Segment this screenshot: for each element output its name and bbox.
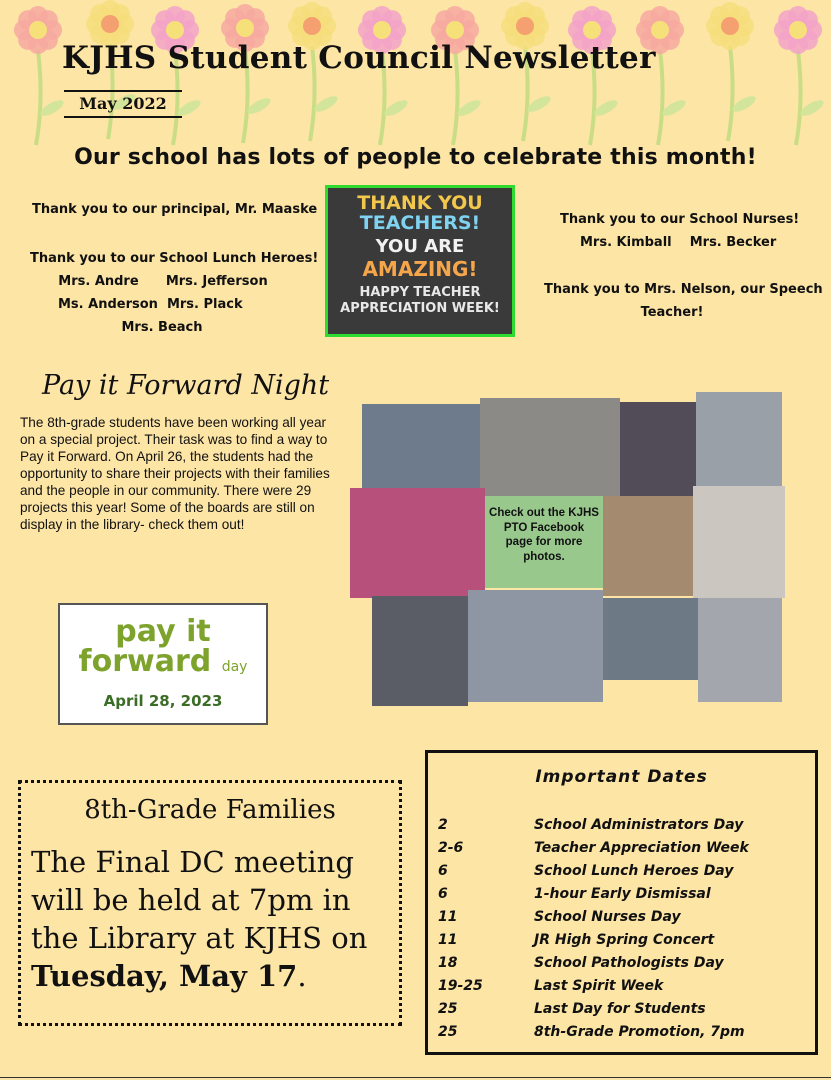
collage-photo	[468, 590, 603, 702]
date-day: 2-6	[438, 840, 464, 856]
families-notice	[18, 780, 402, 1026]
thanks-lunch-names-2: Ms. Anderson Mrs. Plack	[58, 297, 243, 312]
thanks-nurse-names: Mrs. Kimball Mrs. Becker	[580, 235, 777, 250]
families-text	[21, 843, 399, 995]
facebook-callout: Check out the KJHS PTO Facebook page for more photos.	[485, 496, 603, 588]
thanks-nurses: Thank you to our School Nurses!	[560, 212, 800, 227]
chalk-line-appreciation: APPRECIATION WEEK!	[340, 301, 500, 317]
celebrate-headline: Our school has lots of people to celebrate this month!	[74, 145, 757, 170]
date-row	[438, 817, 743, 839]
date-day: 18	[438, 955, 458, 971]
date-row	[438, 886, 711, 908]
important-dates-heading: Important Dates	[535, 767, 708, 787]
date-event: School Administrators Day	[534, 817, 744, 833]
chalk-line-teachers: TEACHERS!	[359, 211, 481, 234]
collage-photo	[480, 398, 620, 496]
collage-photo	[620, 402, 696, 496]
date-event: JR High Spring Concert	[534, 932, 715, 948]
date-row	[438, 909, 681, 931]
collage-photo	[350, 488, 485, 598]
collage-photo	[372, 596, 468, 706]
date-event: 8th-Grade Promotion, 7pm	[534, 1024, 745, 1040]
logo-pay-it: pay it	[115, 614, 211, 649]
thanks-lunch-heroes: Thank you to our School Lunch Heroes!	[30, 251, 319, 266]
date-row	[438, 1024, 745, 1046]
newsletter-title: KJHS Student Council Newsletter	[62, 40, 656, 76]
date-day: 19-25	[438, 978, 483, 994]
collage-photo	[696, 392, 782, 496]
important-dates-box	[425, 750, 818, 1055]
chalk-line-you-are: YOU ARE	[375, 235, 465, 257]
date-day: 11	[438, 932, 458, 948]
families-heading: 8th-Grade Families	[84, 795, 336, 825]
thanks-speech: Thank you to Mrs. Nelson, our Speech	[544, 282, 823, 297]
thank-you-teachers-chalkboard	[325, 185, 515, 337]
date-event: School Pathologists Day	[534, 955, 724, 971]
date-row	[438, 1001, 706, 1023]
thanks-lunch-names-3: Mrs. Beach	[121, 320, 203, 335]
collage-photo	[603, 496, 693, 596]
date-event: School Lunch Heroes Day	[534, 863, 734, 879]
date-event: 1-hour Early Dismissal	[534, 886, 711, 902]
date-day: 6	[438, 863, 448, 879]
issue-date: May 2022	[64, 90, 182, 118]
date-row	[438, 955, 724, 977]
families-period: .	[297, 959, 307, 993]
chalk-line-thank-you: THANK YOU	[357, 192, 483, 214]
logo-day: day	[221, 659, 248, 675]
pay-it-forward-logo	[58, 603, 268, 725]
collage-photo	[603, 598, 698, 680]
date-day: 25	[438, 1001, 458, 1017]
date-day: 2	[438, 817, 448, 833]
chalk-line-amazing: AMAZING!	[362, 256, 478, 281]
thanks-principal: Thank you to our principal, Mr. Maaske	[32, 202, 318, 217]
collage-photo	[693, 486, 785, 598]
pay-it-forward-title: Pay it Forward Night	[42, 370, 330, 401]
families-meeting-date: Tuesday, May 17	[31, 959, 298, 993]
date-event: Last Spirit Week	[534, 978, 664, 994]
chalk-line-happy-teacher: HAPPY TEACHER	[359, 284, 481, 300]
thanks-speech-2: Teacher!	[640, 305, 704, 320]
date-row	[438, 978, 663, 1000]
thanks-lunch-names-1: Mrs. Andre Mrs. Jefferson	[58, 274, 268, 289]
logo-date: April 28, 2023	[103, 692, 223, 710]
collage-photo	[698, 598, 782, 702]
date-event: Teacher Appreciation Week	[534, 840, 749, 856]
families-text-body: The Final DC meeting will be held at 7pm in the Library at KJHS on	[31, 845, 368, 955]
date-event: Last Day for Students	[534, 1001, 706, 1017]
date-day: 6	[438, 886, 448, 902]
date-row	[438, 840, 749, 862]
date-event: School Nurses Day	[534, 909, 681, 925]
logo-forward: forward	[78, 644, 212, 679]
pay-it-forward-body: The 8th-grade students have been working all year on a special project. Their task was to find a way to Pay it Forward. On April 26, the students had the opportunity to share their projects with their families and the people in our community. There were 29 projects this year! Some of the boards are still on display in the library- check them out!	[20, 415, 330, 532]
collage-photo	[362, 404, 480, 496]
date-row	[438, 863, 733, 885]
date-day: 25	[438, 1024, 458, 1040]
date-day: 11	[438, 909, 458, 925]
page-bottom-rule	[0, 1077, 831, 1078]
date-row	[438, 932, 714, 954]
